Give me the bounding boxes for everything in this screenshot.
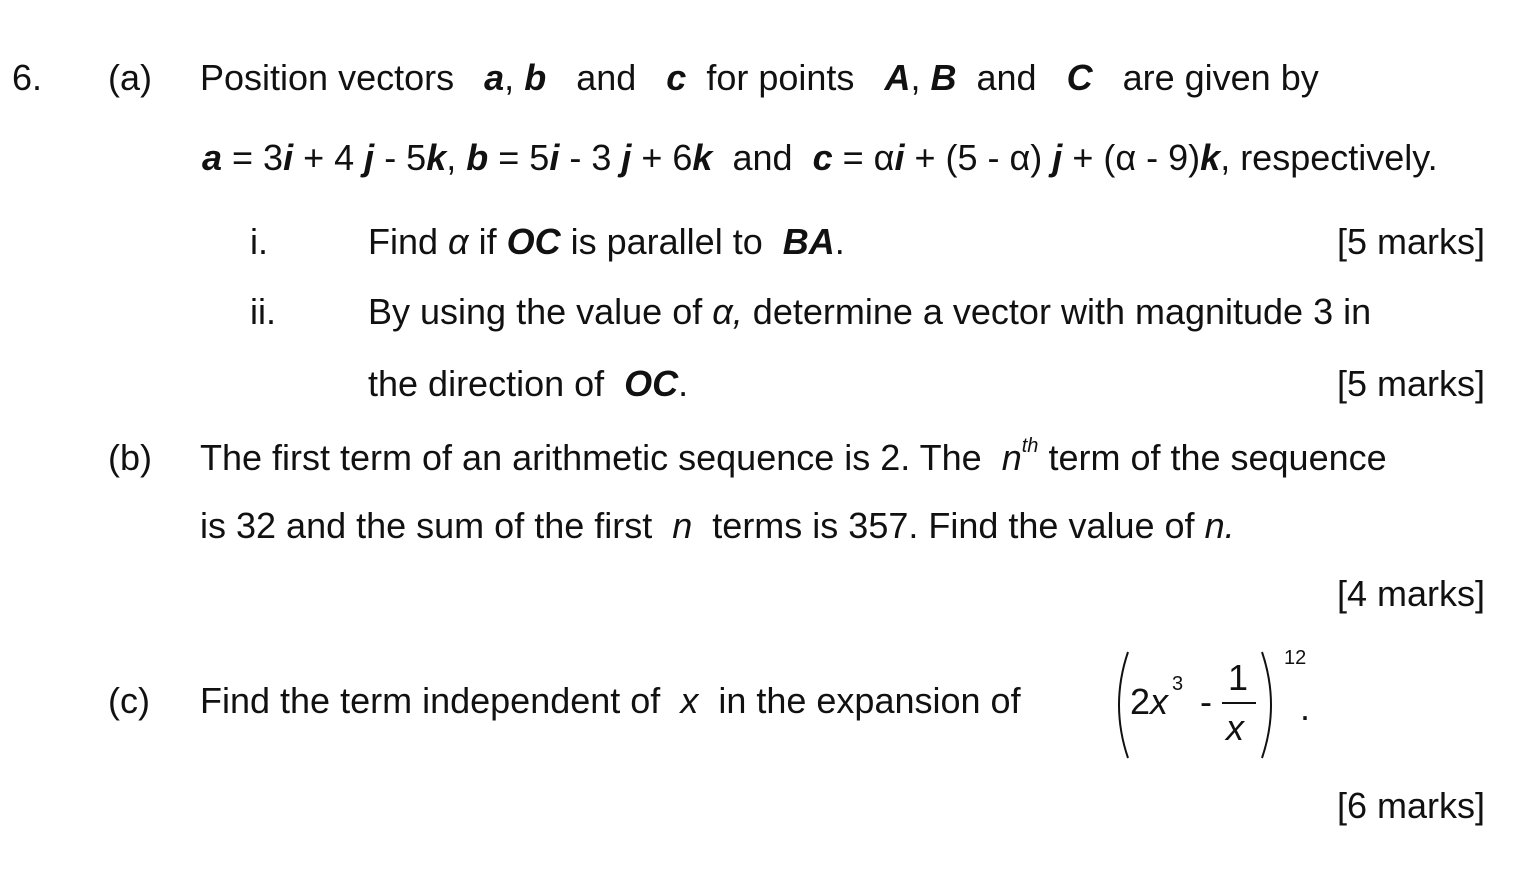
eq-c-rhs-3: + (α - 9) bbox=[1062, 137, 1201, 178]
right-paren bbox=[1258, 650, 1282, 760]
th-superscript: th bbox=[1021, 435, 1039, 457]
eq-b-i: i bbox=[549, 137, 560, 178]
eq-b-rhs-2: - 3 bbox=[559, 137, 622, 178]
point-A: A bbox=[884, 57, 911, 98]
subpart-ii-line-1 bbox=[368, 291, 1372, 332]
eq-a-lhs: a bbox=[202, 137, 223, 178]
period: . bbox=[834, 221, 845, 262]
text: is 32 and the sum of the first bbox=[200, 505, 653, 546]
subpart-i-text bbox=[368, 221, 845, 262]
point-B: B bbox=[930, 57, 957, 98]
text: determine a vector with magnitude 3 in bbox=[752, 291, 1372, 332]
eq-c-rhs-1: = α bbox=[832, 137, 895, 178]
subpart-ii-line-2 bbox=[368, 363, 689, 404]
for-points-text: for points bbox=[706, 57, 855, 98]
intro-text: Position vectors bbox=[200, 57, 455, 98]
respectively-text: , respectively. bbox=[1220, 137, 1438, 178]
eq-b-lhs: b bbox=[466, 137, 489, 178]
vector-b: b bbox=[524, 57, 547, 98]
vector-a: a bbox=[484, 57, 505, 98]
text: is parallel to bbox=[570, 221, 763, 262]
part-a-label: (a) bbox=[108, 57, 152, 98]
comma: , bbox=[504, 57, 515, 98]
part-b-label: (b) bbox=[108, 437, 152, 478]
fraction-numerator: 1 bbox=[1228, 657, 1249, 698]
and-text: and bbox=[576, 57, 637, 98]
subpart-i-label: i. bbox=[250, 221, 268, 262]
eq-c-k: k bbox=[1200, 137, 1221, 178]
exponent-3: 3 bbox=[1172, 673, 1184, 695]
eq-a-rhs-3: - 5 bbox=[374, 137, 427, 178]
marks-label: [5 marks] bbox=[1336, 221, 1485, 262]
eq-b-k: k bbox=[692, 137, 713, 178]
eq-a-rhs-2: + 4 bbox=[293, 137, 365, 178]
part-b-line-2 bbox=[200, 505, 1235, 546]
point-C: C bbox=[1066, 57, 1093, 98]
exponent-12: 12 bbox=[1284, 647, 1307, 669]
x-variable: x bbox=[680, 680, 699, 721]
left-paren bbox=[1108, 650, 1132, 760]
marks-label: [6 marks] bbox=[1336, 785, 1485, 826]
eq-b-rhs-1: = 5 bbox=[488, 137, 550, 178]
vector-equations bbox=[202, 137, 1438, 178]
text: terms is 357. Find the value of bbox=[712, 505, 1195, 546]
marks-label: [4 marks] bbox=[1336, 573, 1485, 614]
text: By using the value of bbox=[368, 291, 703, 332]
fraction-bar bbox=[1222, 702, 1256, 704]
text: term of the sequence bbox=[1048, 437, 1387, 478]
eq-b-j: j bbox=[621, 137, 632, 178]
eq-a-j: j bbox=[364, 137, 375, 178]
question-number: 6. bbox=[12, 57, 43, 98]
vector-oc: OC bbox=[506, 221, 561, 262]
vector-c: c bbox=[666, 57, 687, 98]
binomial-expression bbox=[1108, 640, 1328, 760]
n-variable: n bbox=[672, 505, 693, 546]
part-a-intro-line bbox=[200, 57, 1319, 98]
and-text: and bbox=[732, 137, 793, 178]
base-coefficient: 2 bbox=[1130, 681, 1151, 722]
alpha-symbol: α, bbox=[712, 291, 743, 332]
subpart-ii-label: ii. bbox=[250, 291, 276, 332]
given-by-text: are given by bbox=[1122, 57, 1319, 98]
part-b-line-1 bbox=[200, 435, 1387, 478]
eq-c-j: j bbox=[1052, 137, 1063, 178]
eq-c-lhs: c bbox=[812, 137, 833, 178]
text: the direction of bbox=[368, 363, 605, 404]
n-variable: n bbox=[1001, 437, 1022, 478]
separator: , bbox=[446, 137, 467, 178]
n-variable: n. bbox=[1204, 505, 1235, 546]
and-text: and bbox=[976, 57, 1037, 98]
alpha-symbol: α bbox=[448, 221, 469, 262]
eq-a-rhs-1: = 3 bbox=[222, 137, 284, 178]
eq-b-rhs-3: + 6 bbox=[631, 137, 693, 178]
part-c-text bbox=[200, 680, 1021, 721]
vector-oc: OC bbox=[624, 363, 679, 404]
part-c-label: (c) bbox=[108, 680, 150, 721]
eq-a-i: i bbox=[283, 137, 294, 178]
text: Find bbox=[368, 221, 439, 262]
eq-c-i: i bbox=[894, 137, 905, 178]
marks-label: [5 marks] bbox=[1336, 363, 1485, 404]
text: Find the term independent of bbox=[200, 680, 661, 721]
x-variable: x bbox=[1150, 681, 1168, 722]
minus-sign: - bbox=[1200, 681, 1212, 722]
comma: , bbox=[910, 57, 921, 98]
text: if bbox=[478, 221, 497, 262]
vector-ba: BA bbox=[782, 221, 835, 262]
fraction-denominator: x bbox=[1226, 707, 1244, 748]
eq-a-k: k bbox=[426, 137, 447, 178]
text: in the expansion of bbox=[718, 680, 1021, 721]
eq-c-rhs-2: + (5 - α) bbox=[904, 137, 1053, 178]
period: . bbox=[678, 363, 689, 404]
text: The first term of an arithmetic sequence is 2. The bbox=[200, 437, 982, 478]
period: . bbox=[1300, 687, 1311, 728]
